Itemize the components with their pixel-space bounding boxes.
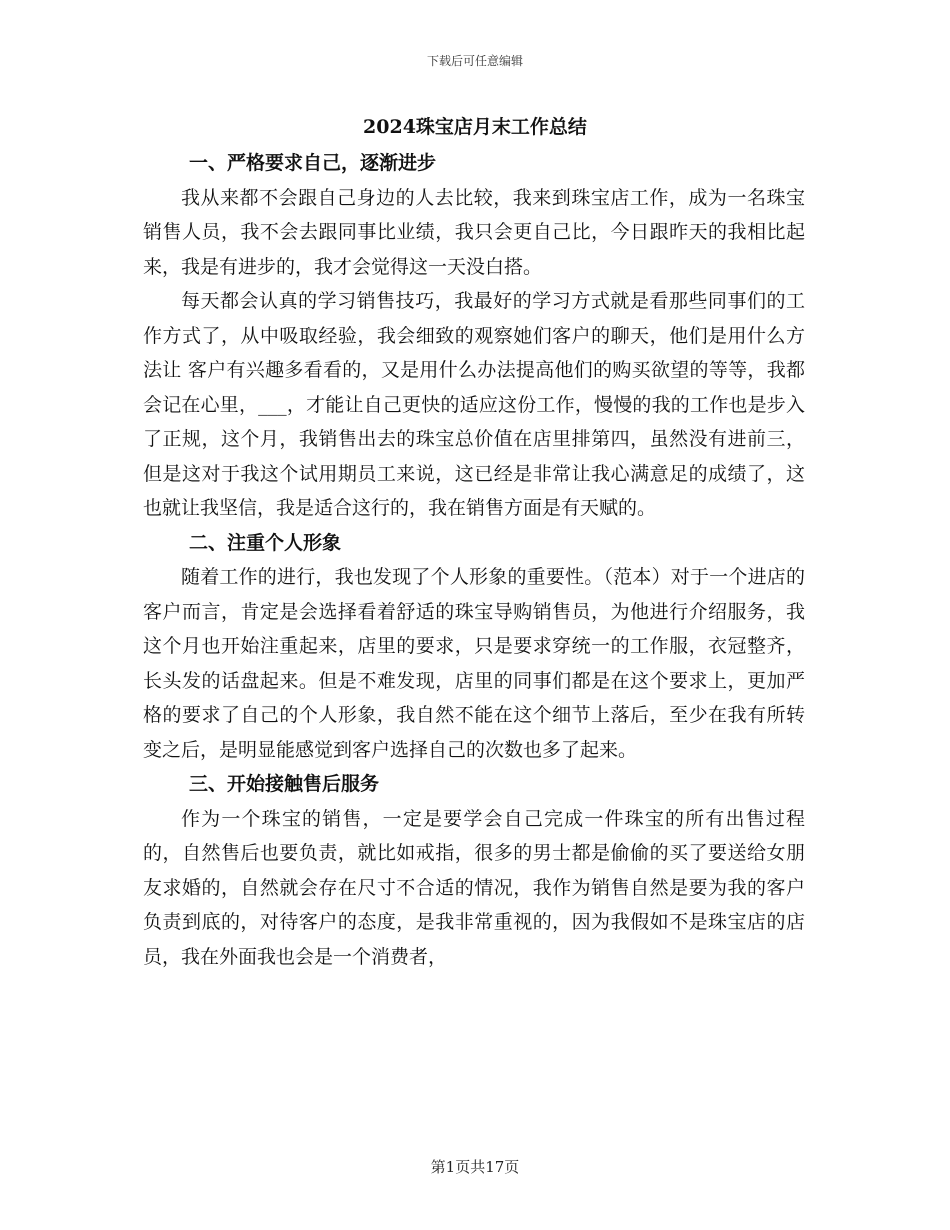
paragraph: 随着工作的进行，我也发现了个人形象的重要性。（范本）对于一个进店的客户而言，肯定是会选择看着舒适的珠宝导购销售员，为他进行介绍服务，我这个月也开始注重起来，店里的要求，只是要求穿统一的工作服，衣冠整齐，长头发的话盘起来。但是不难发现，店里的同事们都是在这个要求上，更加严格的要求了自己的个人形象，我自然不能在这个细节上落后，至少在我有所转变之后，是明显能感觉到客户选择自己的次数也多了起来。 <box>143 566 805 761</box>
section-heading: 三、开始接触售后服务 <box>189 773 380 795</box>
section-heading: 二、注重个人形象 <box>189 531 342 554</box>
section-heading: 一、严格要求自己，逐渐进步 <box>189 152 437 174</box>
document-title: 2024珠宝店月末工作总结 <box>363 116 587 138</box>
paragraph: 我从来都不会跟自己身边的人去比较，我来到珠宝店工作，成为一名珠宝销售人员，我不会去跟同事比业绩，我只会更自己比，今日跟昨天的我相比起来，我是有进步的，我才会觉得这一天没白搭。 <box>143 186 805 278</box>
section-3 <box>143 767 805 974</box>
section-2 <box>143 526 805 768</box>
document-body <box>143 146 805 974</box>
page-footer-page-number: 第1页共17页 <box>430 1158 520 1176</box>
page-header-note: 下载后可任意编辑 <box>426 54 523 68</box>
paragraph: 作为一个珠宝的销售，一定是要学会自己完成一件珠宝的所有出售过程的，自然售后也要负责，就比如戒指，很多的男士都是偷偷的买了要送给女朋友求婚的，自然就会存在尺寸不合适的情况，我作为销售自然是要为我的客户负责到底的，对待客户的态度，是我非常重视的，因为我假如不是珠宝店的店员，我在外面我也会是一个消费者， <box>143 807 805 968</box>
section-1 <box>143 146 805 526</box>
paragraph: 每天都会认真的学习销售技巧，我最好的学习方式就是看那些同事们的工作方式了，从中吸取经验，我会细致的观察她们客户的聊天，他们是用什么方法让 客户有兴趣多看看的，又是用什么办法提高他们的购买欲望的等等，我都会记在心里，___，才能让自己更快的适应这份工作，慢慢的我的工作也是步入了正规，这个月，我销售出去的珠宝总价值在店里排第四，虽然没有进前三，但是这对于我这个试用期员工来说，这已经是非常让我心满意足的成绩了，这也就让我坚信，我是适合这行的，我在销售方面是有天赋的。 <box>143 290 805 519</box>
